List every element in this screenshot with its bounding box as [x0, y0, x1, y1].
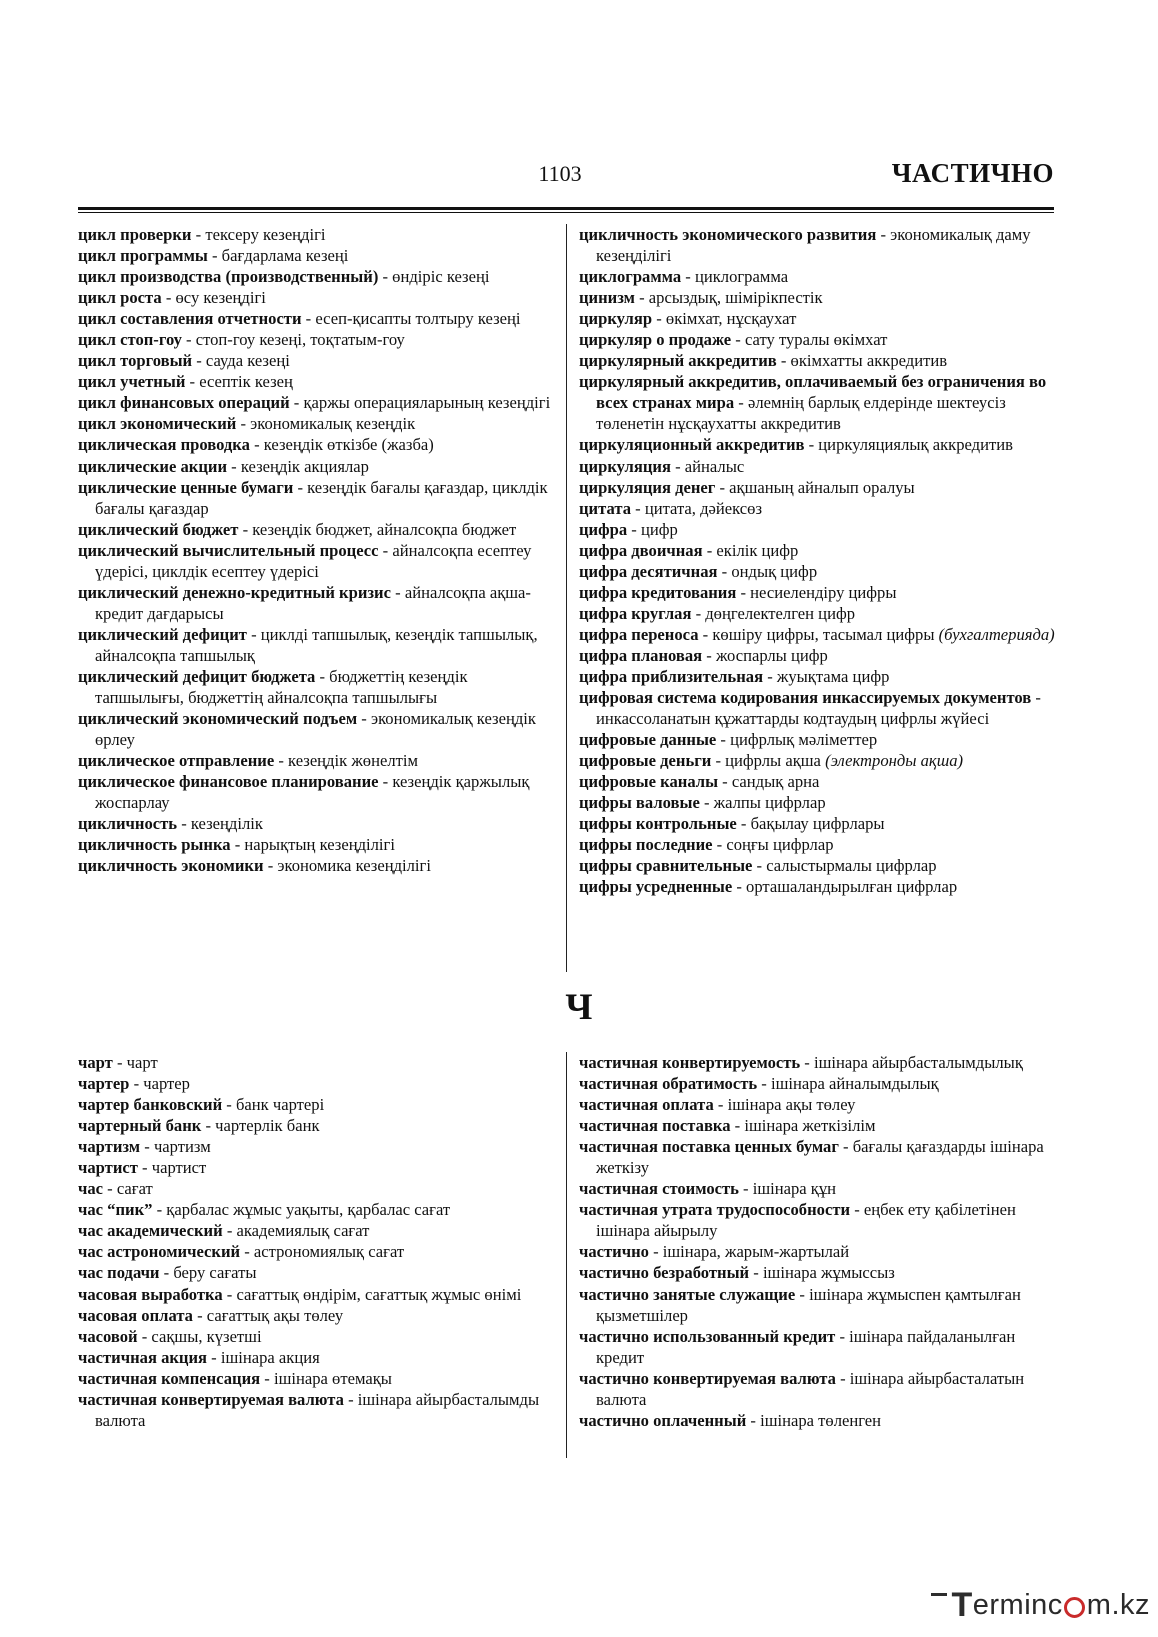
entry-definition: - цифрлық мәліметтер: [716, 730, 878, 750]
entry-term: цифровые данные: [579, 730, 717, 750]
entry-term: цифра: [579, 519, 628, 539]
entry-definition: - циклограмма: [681, 267, 789, 287]
glossary-entry: [579, 1052, 1058, 1073]
entry-term: частично занятые служащие: [579, 1284, 796, 1304]
glossary-entry: [78, 1115, 554, 1136]
glossary-entry: [78, 708, 554, 750]
entry-definition: - соңғы цифрлар: [712, 835, 834, 855]
entry-definition: - ондық цифр: [717, 561, 818, 581]
glossary-entry: [579, 540, 1058, 561]
entry-definition: - чартист: [137, 1158, 207, 1178]
entry-definition: - өкімхатты аккредитив: [776, 351, 948, 371]
glossary-entry: [579, 1094, 1058, 1115]
entry-definition: - көшіру цифры, тасымал цифры: [698, 624, 939, 644]
glossary-entry: [579, 792, 1058, 813]
entry-term: частичная обратимость: [579, 1074, 758, 1094]
entry-definition: - жуықтама цифр: [763, 666, 890, 686]
entry-definition: - ішінара айырбасталымдылық: [800, 1053, 1023, 1072]
entry-definition: - ішінара жұмыссыз: [749, 1263, 895, 1283]
entry-term: циклический бюджет: [78, 519, 239, 539]
entry-term: циклический экономический подъем: [78, 709, 358, 729]
glossary-entry: [78, 1305, 554, 1326]
glossary-entry: [78, 371, 554, 392]
entry-definition: - ішінара өтемақы: [260, 1368, 392, 1388]
entry-definition: - ақшаның айналып оралуы: [715, 477, 915, 497]
entry-definition: - беру сағаты: [159, 1263, 257, 1283]
entry-definition: - ішінара төленген: [746, 1410, 882, 1430]
entry-term: цикл роста: [78, 288, 162, 308]
entry-definition: - циркуляциялық аккредитив: [804, 435, 1013, 455]
section-letter: Ч: [565, 987, 593, 1028]
entry-term: цитата: [579, 498, 631, 518]
glossary-entry: [78, 1347, 554, 1368]
entry-term: цифра приблизительная: [579, 666, 764, 686]
glossary-entry: [579, 371, 1058, 434]
entry-term: частичная компенсация: [78, 1368, 261, 1388]
entry-definition: - кезеңдік бюджет, айналсоқпа бюджет: [238, 519, 517, 539]
glossary-entry: [579, 834, 1058, 855]
entry-term: частично конвертируемая валюта: [579, 1368, 836, 1388]
glossary-entry: [78, 1262, 554, 1283]
entry-definition: - сауда кезеңі: [192, 351, 290, 371]
glossary-entry: [78, 434, 554, 455]
entry-term: цикл финансовых операций: [78, 393, 290, 413]
entry-term: цифра десятичная: [579, 561, 718, 581]
glossary-entry: [78, 224, 554, 245]
entry-definition: - сандық арна: [718, 772, 820, 792]
entry-term: чартер банковский: [78, 1095, 223, 1115]
glossary-entry: [579, 308, 1058, 329]
entry-definition: - ішінара пайдаланылған кредит: [596, 1326, 1016, 1367]
entry-term: частично использованный кредит: [579, 1326, 836, 1346]
entry-definition: - чарт: [112, 1053, 158, 1072]
watermark-text-1: ermin: [972, 1588, 1048, 1621]
entry-definition: - цифр: [627, 519, 678, 539]
entry-definition: - сақшы, күзетші: [137, 1326, 262, 1346]
glossary-entry: [579, 603, 1058, 624]
entry-term: циклические ценные бумаги: [78, 477, 294, 497]
entry-term: частичная утрата трудоспособности: [579, 1200, 851, 1220]
entry-definition: - ішінара құн: [738, 1179, 837, 1199]
glossary-entry: [579, 266, 1058, 287]
entry-term: часовая выработка: [78, 1284, 223, 1304]
glossary-entry: [78, 582, 554, 624]
entry-term: час “пик”: [78, 1200, 153, 1220]
header-rule-thick: [78, 207, 1054, 210]
entry-definition: - бюджеттің кезеңдік тапшылығы, бюджеттің айналсоқпа тапшылығы: [95, 666, 468, 708]
entry-term: цифры сравнительные: [579, 856, 753, 876]
entry-definition: - еңбек ету қабілетінен ішінара айырылу: [596, 1200, 1016, 1241]
entry-term: цифра двоичная: [579, 540, 703, 560]
entry-definition: - чартерлік банк: [201, 1116, 320, 1136]
glossary-entry: [579, 434, 1058, 455]
entry-definition: - сағаттық өндірім, сағаттық жұмыс өнімі: [222, 1284, 522, 1304]
glossary-entry: [579, 1368, 1058, 1410]
entry-term: цикл проверки: [78, 225, 192, 244]
entry-definition: - инкассоланатын құжаттарды кодтаудың цифрлы жүйесі: [596, 688, 1041, 729]
entry-term: чартерный банк: [78, 1116, 202, 1136]
entry-definition: - дөңгелектелген цифр: [691, 603, 855, 623]
glossary-entry: [579, 1115, 1058, 1136]
entry-term: чартер: [78, 1074, 130, 1094]
entry-term: частично: [579, 1242, 649, 1262]
entry-term: час подачи: [78, 1263, 160, 1283]
glossary-entry: [579, 224, 1058, 266]
entry-definition: - әлемнің барлық елдерінде шектеусіз төленетін нұсқаухатты аккредитив: [596, 393, 1006, 434]
entry-definition: - екілік цифр: [702, 540, 799, 560]
glossary-entry: [78, 834, 554, 855]
entry-term: частичная конвертируемая валюта: [78, 1389, 344, 1409]
entry-definition: - чартизм: [140, 1137, 211, 1157]
glossary-entry: [579, 729, 1058, 750]
glossary-entry: [78, 666, 554, 708]
entry-term: циркуляр: [579, 309, 653, 329]
entry-definition: - өндіріс кезеңі: [378, 267, 490, 287]
entry-term: циклический денежно-кредитный кризис: [78, 582, 391, 602]
entry-term: циркуляция денег: [579, 477, 716, 497]
glossary-entry: [78, 771, 554, 813]
entry-term: частичная поставка ценных бумаг: [579, 1137, 839, 1157]
entry-definition: - экономикалық кезеңдік: [236, 414, 416, 434]
glossary-entry: [78, 1389, 554, 1431]
glossary-column-right-2: [579, 1052, 1058, 1431]
entry-definition: - арсыздық, шімірікпестік: [634, 288, 823, 308]
glossary-entry: [579, 1178, 1058, 1199]
entry-definition: - салыстырмалы цифрлар: [752, 856, 937, 876]
entry-definition: - айналсоқпа есептеу үдерісі, циклдік есептеу үдерісі: [95, 540, 532, 581]
entry-definition: - ішінара, жарым-жартылай: [648, 1242, 850, 1262]
entry-term: частичная конвертируемость: [579, 1053, 801, 1072]
glossary-entry: [78, 1178, 554, 1199]
entry-definition: - жоспарлы цифр: [702, 645, 828, 665]
glossary-entry: [78, 1052, 554, 1073]
entry-definition: - орташаландырылған цифрлар: [732, 877, 958, 897]
entry-definition: - қарбалас жұмыс уақыты, қарбалас сағат: [152, 1200, 451, 1220]
entry-term: частичная стоимость: [579, 1179, 739, 1199]
entry-definition: - кезеңдік өткізбе (жазба): [249, 435, 434, 455]
entry-term: чартизм: [78, 1137, 141, 1157]
entry-definition: - чартер: [129, 1074, 190, 1094]
glossary-entry: [579, 687, 1058, 729]
glossary-column-right-1: [579, 224, 1058, 898]
entry-term: цикл учетный: [78, 372, 186, 392]
entry-term: цифровая система кодирования инкассируемых документов: [579, 688, 1032, 708]
glossary-entry: [579, 287, 1058, 308]
entry-term: циклическое отправление: [78, 751, 275, 771]
entry-definition: - өсу кезеңдігі: [161, 288, 266, 308]
entry-term: цифра круглая: [579, 603, 692, 623]
entry-term: чарт: [78, 1053, 113, 1072]
entry-term: циркуляция: [579, 456, 671, 476]
running-head: ЧАСТИЧНО: [891, 158, 1054, 188]
entry-definition: - ішінара айырбасталатын валюта: [596, 1368, 1025, 1409]
glossary-entry: [78, 477, 554, 519]
entry-term: частично оплаченный: [579, 1410, 747, 1430]
glossary-entry: [579, 1073, 1058, 1094]
watermark-ring-icon: [1064, 1597, 1085, 1618]
glossary-entry: [78, 308, 554, 329]
glossary-entry: [579, 876, 1058, 897]
entry-definition: - ішінара жұмыспен қамтылған қызметшілер: [596, 1284, 1021, 1325]
entry-term: циклограмма: [579, 267, 682, 287]
entry-term: циклические акции: [78, 456, 228, 476]
entry-definition: - академиялық сағат: [222, 1221, 370, 1241]
entry-term: цикличность: [78, 814, 178, 834]
glossary-entry: [579, 498, 1058, 519]
glossary-entry: [579, 1284, 1058, 1326]
glossary-entry: [78, 392, 554, 413]
entry-definition: - астрономиялық сағат: [240, 1242, 405, 1262]
glossary-entry: [78, 750, 554, 771]
glossary-entry: [78, 266, 554, 287]
entry-term: частичная оплата: [579, 1095, 714, 1115]
entry-term: цифра переноса: [579, 624, 699, 644]
glossary-entry: [579, 813, 1058, 834]
entry-term: цинизм: [579, 288, 635, 308]
glossary-entry: [579, 456, 1058, 477]
entry-term: цифра плановая: [579, 645, 703, 665]
entry-term: цикл стоп-гоу: [78, 330, 182, 350]
entry-term: циркуляр о продаже: [579, 330, 732, 350]
entry-term: цикл торговый: [78, 351, 193, 371]
entry-term: цикл экономический: [78, 414, 237, 434]
entry-term: циркулярный аккредитив, оплачиваемый без ограничения во всех странах мира: [579, 372, 1047, 413]
watermark-letter-t: T: [951, 1585, 973, 1624]
entry-definition: - өкімхат, нұсқаухат: [652, 309, 797, 329]
glossary-entry: [78, 1241, 554, 1262]
entry-term: цифра кредитования: [579, 582, 737, 602]
entry-definition: - стоп-гоу кезеңі, тоқтатым-гоу: [181, 330, 405, 350]
entry-definition: - айналыс: [670, 456, 745, 476]
entry-term: цифры контрольные: [579, 814, 737, 834]
entry-term: цифры усредненные: [579, 877, 733, 897]
glossary-entry: [579, 750, 1058, 771]
glossary-entry: [579, 1410, 1058, 1431]
entry-definition: - экономикалық даму кезеңділігі: [596, 225, 1031, 266]
entry-definition: - цифрлы ақша: [711, 751, 826, 771]
glossary-entry: [579, 1326, 1058, 1368]
entry-definition: - ішінара айналымдылық: [757, 1074, 939, 1094]
entry-definition: - сағат: [103, 1179, 153, 1199]
glossary-entry: [78, 1220, 554, 1241]
entry-term: цифровые каналы: [579, 772, 719, 792]
glossary-entry: [78, 287, 554, 308]
entry-definition: - экономикалық кезеңдік өрлеу: [95, 709, 536, 750]
glossary-entry: [579, 519, 1058, 540]
entry-definition: - ішінара айырбасталымды валюта: [95, 1389, 540, 1430]
entry-definition: - қаржы операцияларының кезеңдігі: [289, 393, 551, 413]
entry-definition: - циклді тапшылық, кезеңдік тапшылық, айналсоқпа тапшылық: [95, 624, 538, 665]
glossary-entry: [579, 771, 1058, 792]
glossary-entry: [579, 582, 1058, 603]
glossary-entry: [579, 666, 1058, 687]
entry-term: чартист: [78, 1158, 138, 1178]
entry-definition: - несиелендіру цифры: [736, 582, 897, 602]
entry-definition: - экономика кезеңділігі: [263, 856, 431, 876]
entry-definition: - бағалы қағаздарды ішінара жеткізу: [596, 1137, 1044, 1178]
glossary-entry: [579, 645, 1058, 666]
entry-definition: - сағаттық ақы төлеу: [192, 1305, 344, 1325]
entry-definition: - есеп-қисапты толтыру кезеңі: [301, 309, 521, 329]
entry-definition: - сату туралы өкімхат: [731, 330, 888, 350]
entry-term: часовой: [78, 1326, 138, 1346]
entry-definition: - ішінара акция: [207, 1347, 320, 1367]
entry-term: циклический вычислительный процесс: [78, 540, 379, 560]
watermark-text-2: c: [1047, 1588, 1063, 1621]
entry-definition: - есептік кезең: [185, 372, 293, 392]
entry-definition: - кезеңдік акциялар: [227, 456, 369, 476]
entry-definition: - кезеңдік қаржылық жоспарлау: [95, 772, 530, 813]
entry-term: цикл производства (производственный): [78, 267, 379, 287]
glossary-entry: [78, 1326, 554, 1347]
entry-definition: - банк чартері: [222, 1095, 325, 1115]
header-rule-thin: [78, 212, 1054, 213]
entry-term: час: [78, 1179, 104, 1199]
entry-definition: - ішінара ақы төлеу: [713, 1095, 856, 1115]
entry-term: цикличность экономического развития: [579, 225, 877, 244]
entry-term: циклический дефицит бюджета: [78, 666, 316, 686]
glossary-entry: [78, 1073, 554, 1094]
entry-definition: - кезеңдік жөнелтім: [274, 751, 418, 771]
glossary-entry: [579, 329, 1058, 350]
entry-term: частично безработный: [579, 1263, 750, 1283]
glossary-entry: [579, 477, 1058, 498]
entry-definition: - тексеру кезеңдігі: [191, 225, 326, 244]
entry-term: цикл программы: [78, 246, 208, 266]
glossary-entry: [579, 1136, 1058, 1178]
entry-term: циклическая проводка: [78, 435, 250, 455]
glossary-entry: [78, 1094, 554, 1115]
entry-term: цифры валовые: [579, 793, 700, 813]
entry-term: циклическое финансовое планирование: [78, 772, 379, 792]
entry-definition: - жалпы цифрлар: [699, 793, 826, 813]
glossary-entry: [78, 519, 554, 540]
glossary-column-left-2: [78, 1052, 554, 1431]
glossary-entry: [579, 1262, 1058, 1283]
glossary-entry: [78, 1157, 554, 1178]
entry-definition: - кезеңдік бағалы қағаздар, циклдік бағалы қағаздар: [95, 477, 548, 518]
glossary-entry: [78, 1136, 554, 1157]
entry-definition: - нарықтың кезеңділігі: [230, 835, 395, 855]
entry-definition: - кезеңділік: [177, 814, 263, 834]
entry-term: частичная поставка: [579, 1116, 731, 1136]
entry-note: (бухгалтерияда): [938, 624, 1055, 644]
entry-term: циркуляционный аккредитив: [579, 435, 805, 455]
entry-definition: - цитата, дәйексөз: [631, 498, 763, 518]
entry-term: цикличность экономики: [78, 856, 264, 876]
glossary-entry: [78, 813, 554, 834]
entry-term: циклический дефицит: [78, 624, 247, 644]
glossary-entry: [579, 855, 1058, 876]
glossary-entry: [78, 624, 554, 666]
glossary-entry: [78, 350, 554, 371]
entry-definition: - ішінара жеткізілім: [730, 1116, 876, 1136]
glossary-entry: [78, 245, 554, 266]
column-divider-2: [566, 1052, 567, 1458]
glossary-entry: [78, 540, 554, 582]
entry-term: цикл составления отчетности: [78, 309, 302, 329]
glossary-entry: [78, 1284, 554, 1305]
glossary-entry: [78, 1199, 554, 1220]
page-number: 1103: [538, 161, 582, 186]
glossary-column-left-1: [78, 224, 554, 876]
entry-term: частичная акция: [78, 1347, 208, 1367]
entry-term: цифры последние: [579, 835, 713, 855]
watermark-text-3: m.kz: [1086, 1588, 1150, 1621]
glossary-entry: [579, 1199, 1058, 1241]
glossary-entry: [579, 561, 1058, 582]
glossary-entry: [579, 350, 1058, 371]
entry-term: час астрономический: [78, 1242, 241, 1262]
entry-term: цикличность рынка: [78, 835, 231, 855]
glossary-entry: [579, 624, 1058, 645]
entry-term: час академический: [78, 1221, 223, 1241]
entry-term: циркулярный аккредитив: [579, 351, 777, 371]
entry-term: часовая оплата: [78, 1305, 193, 1325]
entry-definition: - айналсоқпа ақша-кредит дағдарысы: [95, 582, 531, 623]
glossary-entry: [78, 1368, 554, 1389]
column-divider-1: [566, 224, 567, 972]
site-watermark-logo: [951, 1583, 1150, 1627]
entry-definition: - бақылау цифрлары: [736, 814, 885, 834]
entry-definition: - бағдарлама кезеңі: [207, 246, 349, 266]
glossary-entry: [78, 329, 554, 350]
entry-note: (электронды ақша): [825, 751, 964, 771]
glossary-entry: [78, 456, 554, 477]
glossary-entry: [78, 855, 554, 876]
glossary-entry: [579, 1241, 1058, 1262]
glossary-entry: [78, 413, 554, 434]
entry-term: цифровые деньги: [579, 751, 712, 771]
